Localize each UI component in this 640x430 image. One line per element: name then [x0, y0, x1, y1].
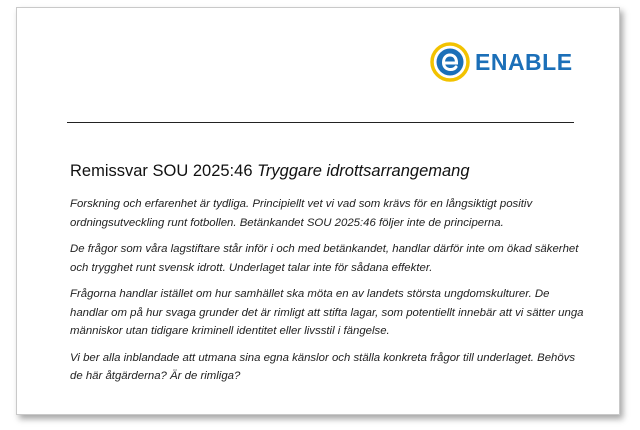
title-prefix: Remissvar SOU 2025:46 [70, 162, 258, 180]
header-divider [67, 122, 574, 123]
enable-logo-icon [430, 42, 470, 82]
enable-logo [430, 42, 573, 82]
document-title [70, 162, 470, 181]
paragraph: De frågor som våra lagstiftare står inför i och med betänkandet, handlar därför inte om ökad säkerhet och trygghet runt svensk idrott. Underlaget talar inte för sådana effekter. [70, 243, 579, 274]
document-body [70, 195, 590, 394]
logo-text: ENABLE [475, 48, 573, 75]
document-page [16, 7, 620, 415]
title-italic: Tryggare idrottsarrangemang [257, 162, 470, 180]
paragraph: Frågorna handlar istället om hur samhället ska möta en av landets största ungdomskulturer. De handlar om på hur svaga grunder det är rimligt att stifta lagar, som potentiellt innebär att vi sätter unga människor utan tidigare kriminell identitet eller livsstil i fängelse. [70, 288, 584, 337]
paragraph: Forskning och erfarenhet är tydliga. Principiellt vet vi vad som krävs för en långsiktigt positiv ordningsutveckling runt fotbollen. Betänkandet SOU 2025:46 följer inte de principerna. [70, 198, 533, 229]
paragraph: Vi ber alla inblandade att utmana sina egna känslor och ställa konkreta frågor till underlaget. Behövs de här åtgärderna? Är de rimliga? [70, 351, 576, 382]
